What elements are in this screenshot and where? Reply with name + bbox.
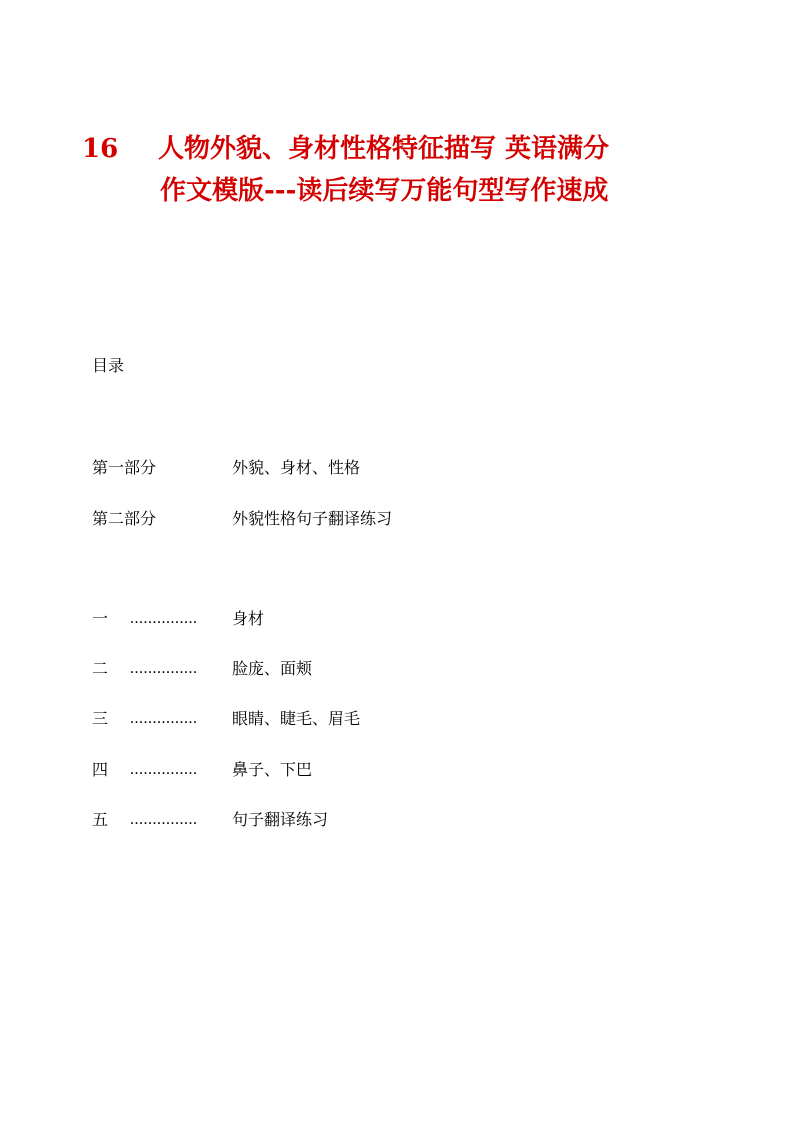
title-number: 16 bbox=[82, 134, 119, 164]
toc-part-label: 第二部分 bbox=[92, 509, 157, 528]
toc-section-text: 句子翻译练习 bbox=[232, 810, 329, 829]
toc-section-number: 三 bbox=[92, 709, 109, 728]
toc-part-row bbox=[92, 509, 492, 529]
toc-leader-dots: ............... bbox=[130, 761, 198, 778]
toc-section-number: 四 bbox=[92, 760, 109, 779]
toc-section-number: 一 bbox=[92, 609, 109, 628]
toc-part-text: 外貌性格句子翻译练习 bbox=[232, 509, 393, 528]
toc-leader-dots: ............... bbox=[130, 660, 198, 677]
title-line-2: 作文模版---读后续写万能句型写作速成 bbox=[160, 176, 609, 206]
toc-section-row bbox=[92, 659, 492, 679]
toc-heading: 目录 bbox=[92, 356, 125, 375]
toc-section-number: 五 bbox=[92, 810, 109, 829]
toc-part-row bbox=[92, 458, 492, 478]
toc-section-text: 眼睛、睫毛、眉毛 bbox=[232, 709, 361, 728]
toc-part-label: 第一部分 bbox=[92, 458, 157, 477]
title-line-1: 人物外貌、身材性格特征描写 英语满分 bbox=[158, 134, 610, 164]
toc-section-row bbox=[92, 810, 492, 830]
toc-section-row bbox=[92, 709, 492, 729]
toc-part-text: 外貌、身材、性格 bbox=[232, 458, 361, 477]
toc-section-text: 鼻子、下巴 bbox=[232, 760, 313, 779]
toc-leader-dots: ............... bbox=[130, 811, 198, 828]
toc-section-row bbox=[92, 760, 492, 780]
toc-section-row bbox=[92, 609, 492, 629]
toc-leader-dots: ............... bbox=[130, 710, 198, 727]
toc-section-text: 身材 bbox=[232, 609, 265, 628]
toc-leader-dots: ............... bbox=[130, 610, 198, 627]
toc-section-number: 二 bbox=[92, 659, 109, 678]
toc-section-text: 脸庞、面颊 bbox=[232, 659, 313, 678]
